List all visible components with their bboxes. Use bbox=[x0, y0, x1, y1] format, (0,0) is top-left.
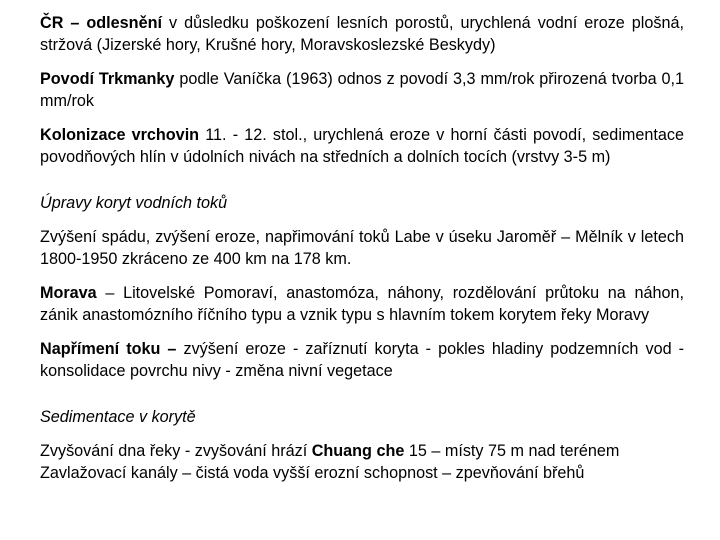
paragraph-labe bbox=[40, 226, 684, 270]
paragraph-chuang-bold: Chuang che bbox=[311, 442, 405, 460]
paragraph-morava-bold: Morava bbox=[40, 284, 97, 302]
paragraph-kolonizace-vrchovin bbox=[40, 124, 684, 168]
paragraph-chuang-before: Zvyšování dna řeky - zvyšování hrází bbox=[40, 442, 312, 460]
paragraph-morava bbox=[40, 282, 684, 326]
heading-sedimentace: Sedimentace v korytě bbox=[40, 408, 196, 426]
document-body bbox=[40, 12, 684, 484]
paragraph-kanaly-text: Zavlažovací kanály – čistá voda vyšší erozní schopnost – zpevňování břehů bbox=[40, 464, 585, 482]
paragraph-morava-text: – Litovelské Pomoraví, anastomóza, náhony, rozdělování průtoku na náhon, zánik anastomózního říčního typu a vznik typu s hlavním tokem korytem řeky Moravy bbox=[40, 284, 684, 324]
paragraph-kolonizace-bold: Kolonizace vrchovin bbox=[40, 126, 200, 144]
paragraph-trkmanka-text: podle Vaníčka (1963) odnos z povodí 3,3 mm/rok přirozená tvorba 0,1 mm/rok bbox=[40, 70, 684, 110]
paragraph-chuang-che bbox=[40, 440, 684, 462]
paragraph-zavlazovaci-kanaly bbox=[40, 462, 684, 484]
paragraph-povodi-trkmanky bbox=[40, 68, 684, 112]
paragraph-cr-bold: ČR – odlesnění bbox=[40, 14, 162, 32]
paragraph-labe-text: Zvýšení spádu, zvýšení eroze, napřimování toků Labe v úseku Jaroměř – Mělník v letech 1800-1950 zkráceno ze 400 km na 178 km. bbox=[40, 228, 684, 268]
paragraph-cr-odlesneni bbox=[40, 12, 684, 56]
paragraph-trkmanka-bold: Povodí Trkmanky bbox=[40, 70, 175, 88]
paragraph-naprimeni-toku bbox=[40, 338, 684, 382]
paragraph-cr-text: v důsledku poškození lesních porostů, urychlená vodní eroze plošná, stržová (Jizerské hory, Krušné hory, Moravskoslezské Beskydy) bbox=[40, 14, 685, 54]
paragraph-naprimeni-bold: Napřímení toku – bbox=[40, 340, 177, 358]
paragraph-kolonizace-text: 11. - 12. stol., urychlená eroze v horní části povodí, sedimentace povodňových hlín v údolních nivách na středních a dolních tocích (vrstvy 3-5 m) bbox=[40, 126, 684, 166]
paragraph-naprimeni-text: zvýšení eroze - zaříznutí koryta - pokles hladiny podzemních vod - konsolidace povrchu nivy - změna nivní vegetace bbox=[40, 340, 685, 380]
heading-upravy-koryt: Úpravy koryt vodních toků bbox=[40, 194, 228, 212]
paragraph-chuang-after: 15 – místy 75 m nad terénem bbox=[404, 442, 620, 460]
